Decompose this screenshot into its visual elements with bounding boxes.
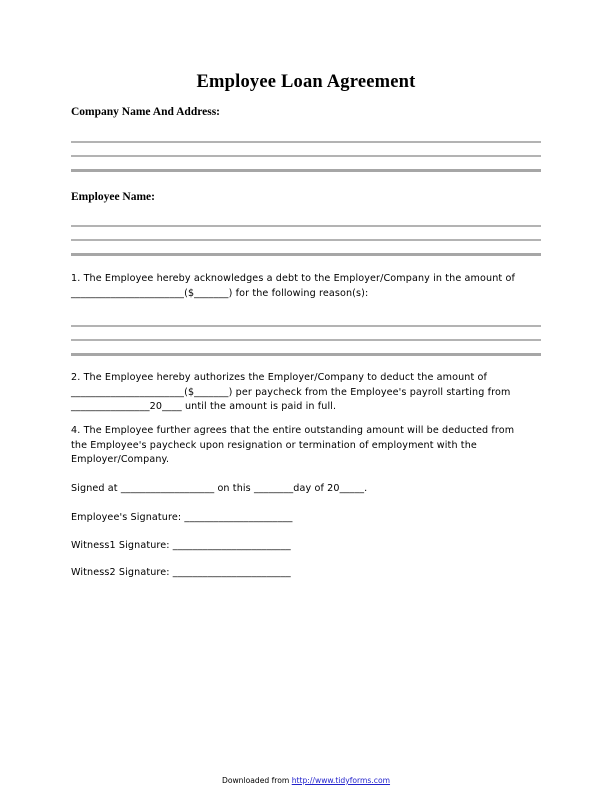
employee-signature-line[interactable]: Employee's Signature: ______________________: [71, 512, 293, 523]
witness2-signature-line[interactable]: Witness2 Signature: ________________________: [71, 567, 291, 578]
company-name-address-blank-lines: [71, 141, 541, 172]
blank-line[interactable]: [71, 325, 541, 327]
signed-at-line[interactable]: Signed at ___________________ on this ________day of 20_____.: [71, 483, 368, 494]
employee-name-blank-lines: [71, 225, 541, 256]
blank-line[interactable]: [71, 239, 541, 241]
blank-line[interactable]: [71, 225, 541, 227]
blank-line[interactable]: [71, 253, 541, 256]
footer-source-link[interactable]: http://www.tidyforms.com: [291, 776, 391, 785]
footer-prefix: Downloaded from: [221, 776, 292, 785]
blank-line[interactable]: [71, 339, 541, 341]
blank-line[interactable]: [71, 353, 541, 356]
footer: [0, 776, 612, 785]
clause-item-1: 1. The Employee hereby acknowledges a debt to the Employer/Company in the amount of _______________________($_______) for the following reason(s):: [71, 273, 515, 299]
blank-line[interactable]: [71, 155, 541, 157]
reasons-blank-lines: [71, 325, 541, 356]
employee-name-label: Employee Name:: [71, 191, 155, 203]
blank-line[interactable]: [71, 141, 541, 143]
company-name-address-label: Company Name And Address:: [71, 106, 220, 118]
witness1-signature-line[interactable]: Witness1 Signature: ________________________: [71, 540, 291, 551]
clause-item-2: 2. The Employee hereby authorizes the Employer/Company to deduct the amount of _______________________($_______) per paycheck from the Employee's payroll starting from ________________20____ until the amount is paid in full.: [71, 372, 511, 413]
blank-line[interactable]: [71, 169, 541, 172]
clause-item-4: 4. The Employee further agrees that the entire outstanding amount will be deducted from the Employee's paycheck upon resignation or termination of employment with the Employer/Company.: [71, 425, 515, 466]
page-title: Employee Loan Agreement: [196, 72, 416, 92]
